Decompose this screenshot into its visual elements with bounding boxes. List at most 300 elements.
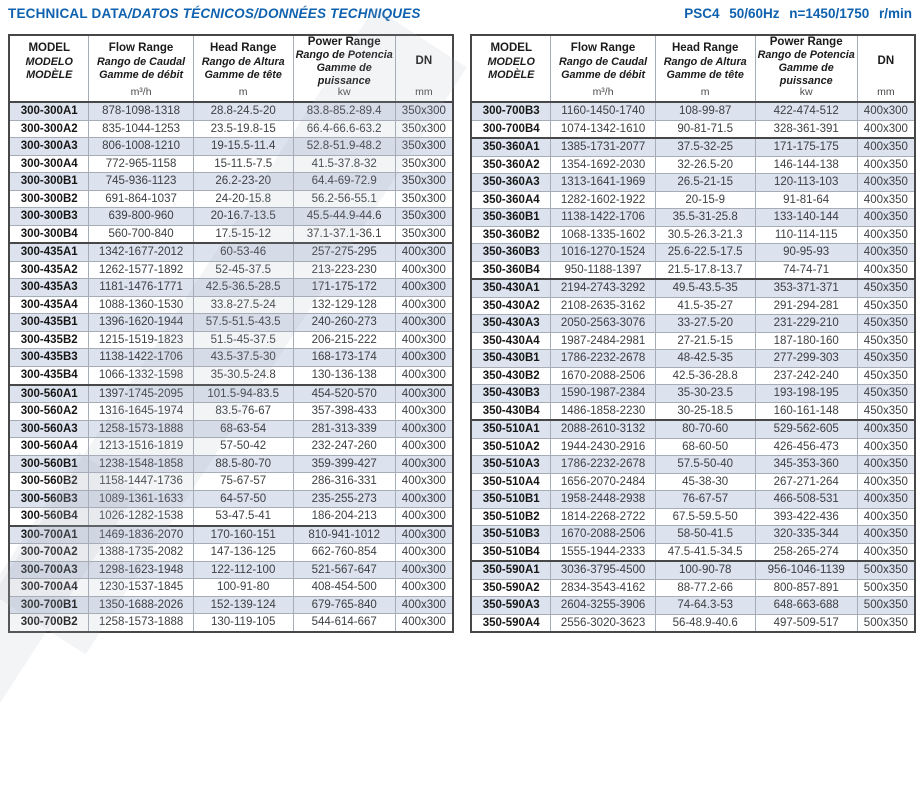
head-cell: 57.5-50-40 bbox=[655, 456, 755, 474]
dn-cell: 400x350 bbox=[857, 508, 915, 526]
model-cell: 300-700B1 bbox=[9, 596, 89, 614]
model-cell: 300-700A2 bbox=[9, 544, 89, 562]
power-cell: 956-1046-1139 bbox=[755, 561, 857, 579]
column-header-labels bbox=[195, 39, 292, 84]
flow-cell: 1590-1987-2384 bbox=[551, 385, 655, 403]
dn-cell: 450x350 bbox=[857, 367, 915, 385]
table-row bbox=[9, 579, 453, 597]
table-row bbox=[471, 261, 915, 279]
model-cell: 300-435B4 bbox=[9, 366, 89, 384]
dn-cell: 400x300 bbox=[395, 331, 453, 349]
column-label-en: MODEL bbox=[28, 42, 70, 55]
table-row bbox=[471, 174, 915, 192]
head-cell: 83.5-76-67 bbox=[193, 403, 293, 421]
flow-cell: 1656-2070-2484 bbox=[551, 473, 655, 491]
table-row bbox=[9, 102, 453, 120]
table-row bbox=[471, 597, 915, 615]
table-row bbox=[9, 490, 453, 508]
model-cell: 300-300B3 bbox=[9, 208, 89, 226]
power-cell: 345-353-360 bbox=[755, 456, 857, 474]
column-label-intl: Rango de Caudal bbox=[96, 55, 186, 68]
column-unit: kw bbox=[799, 86, 813, 98]
model-cell: 350-430A1 bbox=[471, 279, 551, 297]
head-cell: 68-60-50 bbox=[655, 438, 755, 456]
dn-cell: 400x300 bbox=[395, 349, 453, 367]
power-cell: 277-299-303 bbox=[755, 350, 857, 368]
column-header-labels bbox=[397, 39, 451, 84]
flow-cell: 2834-3543-4162 bbox=[551, 579, 655, 597]
table-row bbox=[9, 208, 453, 226]
tables-container bbox=[0, 21, 924, 633]
model-cell: 350-590A3 bbox=[471, 597, 551, 615]
power-cell: 648-663-688 bbox=[755, 597, 857, 615]
power-cell: 37.1-37.1-36.1 bbox=[293, 225, 395, 243]
head-cell: 33-27.5-20 bbox=[655, 315, 755, 333]
head-cell: 23.5-19.8-15 bbox=[193, 120, 293, 138]
column-unit: m³/h bbox=[592, 86, 614, 98]
head-cell: 48-42.5-35 bbox=[655, 350, 755, 368]
power-cell: 231-229-210 bbox=[755, 315, 857, 333]
column-label-en: MODEL bbox=[490, 42, 532, 55]
head-cell: 57.5-51.5-43.5 bbox=[193, 314, 293, 332]
dn-cell: 400x300 bbox=[395, 403, 453, 421]
power-cell: 258-265-274 bbox=[755, 543, 857, 561]
flow-cell: 2050-2563-3076 bbox=[551, 315, 655, 333]
flow-cell: 1068-1335-1602 bbox=[551, 226, 655, 244]
table-row bbox=[9, 225, 453, 243]
flow-cell: 1814-2268-2722 bbox=[551, 508, 655, 526]
model-cell: 300-435B3 bbox=[9, 349, 89, 367]
column-label-intl: Rango de Altura bbox=[201, 55, 285, 68]
power-cell: 408-454-500 bbox=[293, 579, 395, 597]
head-cell: 58-50-41.5 bbox=[655, 526, 755, 544]
dn-cell: 350x300 bbox=[395, 138, 453, 156]
flow-cell: 1313-1641-1969 bbox=[551, 174, 655, 192]
power-cell: 320-335-344 bbox=[755, 526, 857, 544]
column-label-en: DN bbox=[415, 55, 433, 68]
flow-cell: 2604-3255-3906 bbox=[551, 597, 655, 615]
table-row bbox=[471, 102, 915, 120]
head-cell: 26.5-21-15 bbox=[655, 174, 755, 192]
dn-cell: 400x300 bbox=[395, 261, 453, 279]
column-label-intl: Rango de Altura bbox=[663, 55, 747, 68]
column-label-intl: Gamme de tête bbox=[666, 68, 744, 81]
power-cell: 66.4-66.6-63.2 bbox=[293, 120, 395, 138]
head-cell: 56-48.9-40.6 bbox=[655, 614, 755, 632]
flow-cell: 1138-1422-1706 bbox=[89, 349, 193, 367]
dn-cell: 400x300 bbox=[395, 473, 453, 491]
dn-cell: 400x300 bbox=[395, 438, 453, 456]
head-cell: 68-63-54 bbox=[193, 420, 293, 438]
power-cell: 146-144-138 bbox=[755, 156, 857, 174]
dn-cell: 400x300 bbox=[395, 455, 453, 473]
head-cell: 64-57-50 bbox=[193, 490, 293, 508]
power-cell: 393-422-436 bbox=[755, 508, 857, 526]
header-row bbox=[9, 35, 453, 102]
model-cell: 300-435A4 bbox=[9, 296, 89, 314]
dn-cell: 450x350 bbox=[857, 402, 915, 420]
model-cell: 300-560B1 bbox=[9, 455, 89, 473]
dn-cell: 400x300 bbox=[395, 366, 453, 384]
column-label-intl: Gamme de tête bbox=[204, 68, 282, 81]
flow-cell: 1026-1282-1538 bbox=[89, 508, 193, 526]
dn-cell: 400x350 bbox=[857, 420, 915, 438]
dn-cell: 400x300 bbox=[395, 561, 453, 579]
dn-cell: 400x300 bbox=[395, 420, 453, 438]
power-cell: 171-175-172 bbox=[293, 279, 395, 297]
power-cell: 130-136-138 bbox=[293, 366, 395, 384]
table-row bbox=[9, 596, 453, 614]
table-row bbox=[9, 190, 453, 208]
model-cell: 300-560B3 bbox=[9, 490, 89, 508]
dn-cell: 450x350 bbox=[857, 279, 915, 297]
column-header-model bbox=[471, 35, 551, 102]
flow-cell: 3036-3795-4500 bbox=[551, 561, 655, 579]
power-cell: 235-255-273 bbox=[293, 490, 395, 508]
table-row bbox=[9, 314, 453, 332]
power-cell: 529-562-605 bbox=[755, 420, 857, 438]
head-cell: 122-112-100 bbox=[193, 561, 293, 579]
table-row bbox=[9, 243, 453, 261]
spec-table-right bbox=[470, 34, 916, 633]
power-cell: 90-95-93 bbox=[755, 244, 857, 262]
dn-cell: 400x350 bbox=[857, 456, 915, 474]
column-label-en: Head Range bbox=[671, 42, 739, 55]
column-header-power bbox=[755, 35, 857, 102]
table-row bbox=[9, 473, 453, 491]
head-cell: 21.5-17.8-13.7 bbox=[655, 261, 755, 279]
model-cell: 300-435B1 bbox=[9, 314, 89, 332]
table-row bbox=[9, 438, 453, 456]
head-cell: 24-20-15.8 bbox=[193, 190, 293, 208]
column-header-labels bbox=[295, 35, 394, 88]
column-label-intl: Rango de Potencia bbox=[295, 48, 393, 61]
power-cell: 41.5-37.8-32 bbox=[293, 155, 395, 173]
table-row bbox=[471, 120, 915, 138]
dn-cell: 400x350 bbox=[857, 226, 915, 244]
table-row bbox=[9, 261, 453, 279]
column-header-head bbox=[193, 35, 293, 102]
power-cell: 232-247-260 bbox=[293, 438, 395, 456]
power-cell: 257-275-295 bbox=[293, 243, 395, 261]
model-cell: 350-430A4 bbox=[471, 332, 551, 350]
title-bar bbox=[0, 0, 924, 21]
model-cell: 350-360B4 bbox=[471, 261, 551, 279]
model-cell: 350-590A2 bbox=[471, 579, 551, 597]
model-cell: 300-435A1 bbox=[9, 243, 89, 261]
table-row bbox=[471, 543, 915, 561]
table-row bbox=[9, 420, 453, 438]
model-cell: 350-590A4 bbox=[471, 614, 551, 632]
power-cell: 353-371-371 bbox=[755, 279, 857, 297]
dn-cell: 400x350 bbox=[857, 244, 915, 262]
power-cell: 422-474-512 bbox=[755, 102, 857, 120]
table-row bbox=[471, 191, 915, 209]
power-cell: 466-508-531 bbox=[755, 491, 857, 509]
flow-cell: 1215-1519-1823 bbox=[89, 331, 193, 349]
table-row bbox=[471, 508, 915, 526]
head-cell: 42.5-36.5-28.5 bbox=[193, 279, 293, 297]
column-unit: mm bbox=[877, 86, 895, 98]
power-cell: 662-760-854 bbox=[293, 544, 395, 562]
model-cell: 350-510B3 bbox=[471, 526, 551, 544]
flow-cell: 772-965-1158 bbox=[89, 155, 193, 173]
table-row bbox=[9, 508, 453, 526]
head-cell: 20-16.7-13.5 bbox=[193, 208, 293, 226]
flow-cell: 2088-2610-3132 bbox=[551, 420, 655, 438]
table-row bbox=[471, 315, 915, 333]
head-cell: 26.2-23-20 bbox=[193, 173, 293, 191]
column-label-intl: Gamme de débit bbox=[99, 68, 184, 81]
table-body-left bbox=[9, 102, 453, 632]
flow-cell: 1987-2484-2981 bbox=[551, 332, 655, 350]
column-label-intl: MODELO bbox=[487, 55, 535, 68]
flow-cell: 2108-2635-3162 bbox=[551, 297, 655, 315]
power-cell: 206-215-222 bbox=[293, 331, 395, 349]
dn-cell: 400x300 bbox=[395, 544, 453, 562]
table-row bbox=[471, 420, 915, 438]
column-label-en: Flow Range bbox=[570, 42, 636, 55]
table-row bbox=[471, 138, 915, 156]
model-cell: 300-700B3 bbox=[471, 102, 551, 120]
column-unit: m bbox=[700, 86, 710, 98]
flow-cell: 1298-1623-1948 bbox=[89, 561, 193, 579]
model-cell: 350-510B1 bbox=[471, 491, 551, 509]
dn-cell: 400x300 bbox=[395, 579, 453, 597]
column-label-en: Head Range bbox=[209, 42, 277, 55]
dn-cell: 400x300 bbox=[395, 596, 453, 614]
flow-cell: 806-1008-1210 bbox=[89, 138, 193, 156]
head-cell: 90-81-71.5 bbox=[655, 120, 755, 138]
flow-cell: 1958-2448-2938 bbox=[551, 491, 655, 509]
flow-cell: 1213-1516-1819 bbox=[89, 438, 193, 456]
model-cell: 300-700B2 bbox=[9, 614, 89, 632]
dn-cell: 400x350 bbox=[857, 261, 915, 279]
flow-cell: 1262-1577-1892 bbox=[89, 261, 193, 279]
flow-cell: 1158-1447-1736 bbox=[89, 473, 193, 491]
column-header-labels bbox=[859, 39, 913, 84]
column-header-model bbox=[9, 35, 89, 102]
dn-cell: 400x350 bbox=[857, 543, 915, 561]
table-row bbox=[471, 614, 915, 632]
table-row bbox=[471, 156, 915, 174]
power-cell: 810-941-1012 bbox=[293, 526, 395, 544]
model-cell: 300-300A1 bbox=[9, 102, 89, 120]
model-cell: 300-435A2 bbox=[9, 261, 89, 279]
dn-cell: 400x350 bbox=[857, 473, 915, 491]
flow-cell: 1354-1692-2030 bbox=[551, 156, 655, 174]
table-row bbox=[471, 438, 915, 456]
flow-cell: 1385-1731-2077 bbox=[551, 138, 655, 156]
flow-cell: 1160-1450-1740 bbox=[551, 102, 655, 120]
table-row bbox=[471, 367, 915, 385]
column-header-power bbox=[293, 35, 395, 102]
power-cell: 267-271-264 bbox=[755, 473, 857, 491]
model-cell: 300-560A1 bbox=[9, 385, 89, 403]
flow-cell: 560-700-840 bbox=[89, 225, 193, 243]
head-cell: 20-15-9 bbox=[655, 191, 755, 209]
head-cell: 35.5-31-25.8 bbox=[655, 209, 755, 227]
model-cell: 300-700A4 bbox=[9, 579, 89, 597]
column-label-en: Flow Range bbox=[108, 42, 174, 55]
model-cell: 300-300B4 bbox=[9, 225, 89, 243]
dn-cell: 350x300 bbox=[395, 102, 453, 120]
dn-cell: 450x350 bbox=[857, 350, 915, 368]
power-cell: 497-509-517 bbox=[755, 614, 857, 632]
column-label-en: DN bbox=[877, 55, 895, 68]
flow-cell: 1786-2232-2678 bbox=[551, 350, 655, 368]
flow-cell: 1342-1677-2012 bbox=[89, 243, 193, 261]
column-header-dn bbox=[395, 35, 453, 102]
power-cell: 544-614-667 bbox=[293, 614, 395, 632]
head-cell: 52-45-37.5 bbox=[193, 261, 293, 279]
table-row bbox=[471, 526, 915, 544]
head-cell: 37.5-32-25 bbox=[655, 138, 755, 156]
head-cell: 88-77.2-66 bbox=[655, 579, 755, 597]
table-row bbox=[471, 402, 915, 420]
power-cell: 357-398-433 bbox=[293, 403, 395, 421]
dn-cell: 450x350 bbox=[857, 315, 915, 333]
flow-cell: 1486-1858-2230 bbox=[551, 402, 655, 420]
model-cell: 300-700B4 bbox=[471, 120, 551, 138]
flow-cell: 1138-1422-1706 bbox=[551, 209, 655, 227]
column-label-en: Power Range bbox=[307, 35, 381, 48]
flow-cell: 691-864-1037 bbox=[89, 190, 193, 208]
title-english: TECHNICAL DATA bbox=[8, 6, 128, 21]
head-cell: 100-90-78 bbox=[655, 561, 755, 579]
power-cell: 328-361-391 bbox=[755, 120, 857, 138]
column-header-flow bbox=[89, 35, 193, 102]
head-cell: 76-67-57 bbox=[655, 491, 755, 509]
table-row bbox=[9, 296, 453, 314]
flow-cell: 639-800-960 bbox=[89, 208, 193, 226]
table-row bbox=[9, 614, 453, 632]
dn-cell: 400x300 bbox=[395, 385, 453, 403]
power-cell: 193-198-195 bbox=[755, 385, 857, 403]
flow-cell: 1088-1360-1530 bbox=[89, 296, 193, 314]
column-unit: m³/h bbox=[130, 86, 152, 98]
column-label-intl: MODELO bbox=[25, 55, 73, 68]
head-cell: 28.8-24.5-20 bbox=[193, 102, 293, 120]
column-header-labels bbox=[473, 39, 549, 84]
dn-cell: 500x350 bbox=[857, 579, 915, 597]
table-row bbox=[9, 279, 453, 297]
head-cell: 67.5-59.5-50 bbox=[655, 508, 755, 526]
head-cell: 43.5-37.5-30 bbox=[193, 349, 293, 367]
model-cell: 350-510A2 bbox=[471, 438, 551, 456]
model-cell: 300-300B2 bbox=[9, 190, 89, 208]
flow-cell: 1089-1361-1633 bbox=[89, 490, 193, 508]
power-cell: 45.5-44.9-44.6 bbox=[293, 208, 395, 226]
power-cell: 426-456-473 bbox=[755, 438, 857, 456]
power-cell: 521-567-647 bbox=[293, 561, 395, 579]
table-row bbox=[471, 350, 915, 368]
table-row bbox=[471, 473, 915, 491]
dn-cell: 450x350 bbox=[857, 332, 915, 350]
dn-cell: 400x300 bbox=[395, 296, 453, 314]
power-cell: 52.8-51.9-48.2 bbox=[293, 138, 395, 156]
table-row bbox=[9, 526, 453, 544]
head-cell: 41.5-35-27 bbox=[655, 297, 755, 315]
flow-cell: 1181-1476-1771 bbox=[89, 279, 193, 297]
model-cell: 350-430A3 bbox=[471, 315, 551, 333]
model-cell: 300-300A4 bbox=[9, 155, 89, 173]
power-cell: 171-175-175 bbox=[755, 138, 857, 156]
model-cell: 350-430B1 bbox=[471, 350, 551, 368]
column-header-labels bbox=[11, 39, 87, 84]
power-cell: 800-857-891 bbox=[755, 579, 857, 597]
head-cell: 49.5-43.5-35 bbox=[655, 279, 755, 297]
header-row bbox=[471, 35, 915, 102]
flow-cell: 1670-2088-2506 bbox=[551, 526, 655, 544]
power-cell: 168-173-174 bbox=[293, 349, 395, 367]
model-cell: 350-510A1 bbox=[471, 420, 551, 438]
page-title bbox=[8, 6, 421, 21]
head-cell: 33.8-27.5-24 bbox=[193, 296, 293, 314]
table-body-right bbox=[471, 102, 915, 632]
power-cell: 359-399-427 bbox=[293, 455, 395, 473]
model-cell: 350-360B3 bbox=[471, 244, 551, 262]
head-cell: 60-53-46 bbox=[193, 243, 293, 261]
column-header-head bbox=[655, 35, 755, 102]
head-cell: 75-67-57 bbox=[193, 473, 293, 491]
head-cell: 47.5-41.5-34.5 bbox=[655, 543, 755, 561]
head-cell: 25.6-22.5-17.5 bbox=[655, 244, 755, 262]
model-cell: 350-360A1 bbox=[471, 138, 551, 156]
head-cell: 101.5-94-83.5 bbox=[193, 385, 293, 403]
flow-cell: 1316-1645-1974 bbox=[89, 403, 193, 421]
column-label-intl: Gamme de puissance bbox=[316, 62, 372, 88]
model-cell: 350-360B2 bbox=[471, 226, 551, 244]
table-row bbox=[9, 544, 453, 562]
flow-cell: 2194-2743-3292 bbox=[551, 279, 655, 297]
flow-cell: 950-1188-1397 bbox=[551, 261, 655, 279]
model-cell: 350-430B3 bbox=[471, 385, 551, 403]
title-translations: /DATOS TÉCNICOS/DONNÉES TECHNIQUES bbox=[127, 6, 421, 21]
dn-cell: 400x300 bbox=[395, 314, 453, 332]
table-row bbox=[471, 244, 915, 262]
flow-cell: 1670-2088-2506 bbox=[551, 367, 655, 385]
table-row bbox=[471, 209, 915, 227]
flow-cell: 1397-1745-2095 bbox=[89, 385, 193, 403]
power-cell: 187-180-160 bbox=[755, 332, 857, 350]
flow-cell: 1469-1836-2070 bbox=[89, 526, 193, 544]
flow-cell: 1282-1602-1922 bbox=[551, 191, 655, 209]
head-cell: 42.5-36-28.8 bbox=[655, 367, 755, 385]
dn-cell: 400x300 bbox=[857, 102, 915, 120]
power-cell: 91-81-64 bbox=[755, 191, 857, 209]
flow-cell: 835-1044-1253 bbox=[89, 120, 193, 138]
head-cell: 35-30-23.5 bbox=[655, 385, 755, 403]
flow-cell: 1388-1735-2082 bbox=[89, 544, 193, 562]
table-row bbox=[9, 403, 453, 421]
head-cell: 27-21.5-15 bbox=[655, 332, 755, 350]
flow-cell: 1258-1573-1888 bbox=[89, 420, 193, 438]
column-header-dn bbox=[857, 35, 915, 102]
dn-cell: 400x300 bbox=[395, 614, 453, 632]
power-cell: 186-204-213 bbox=[293, 508, 395, 526]
flow-cell: 1258-1573-1888 bbox=[89, 614, 193, 632]
column-header-labels bbox=[552, 39, 653, 84]
table-row bbox=[471, 579, 915, 597]
column-header-labels bbox=[90, 39, 191, 84]
model-cell: 350-360B1 bbox=[471, 209, 551, 227]
head-cell: 17.5-15-12 bbox=[193, 225, 293, 243]
table-row bbox=[471, 297, 915, 315]
table-row bbox=[9, 366, 453, 384]
power-cell: 213-223-230 bbox=[293, 261, 395, 279]
head-cell: 53-47.5-41 bbox=[193, 508, 293, 526]
